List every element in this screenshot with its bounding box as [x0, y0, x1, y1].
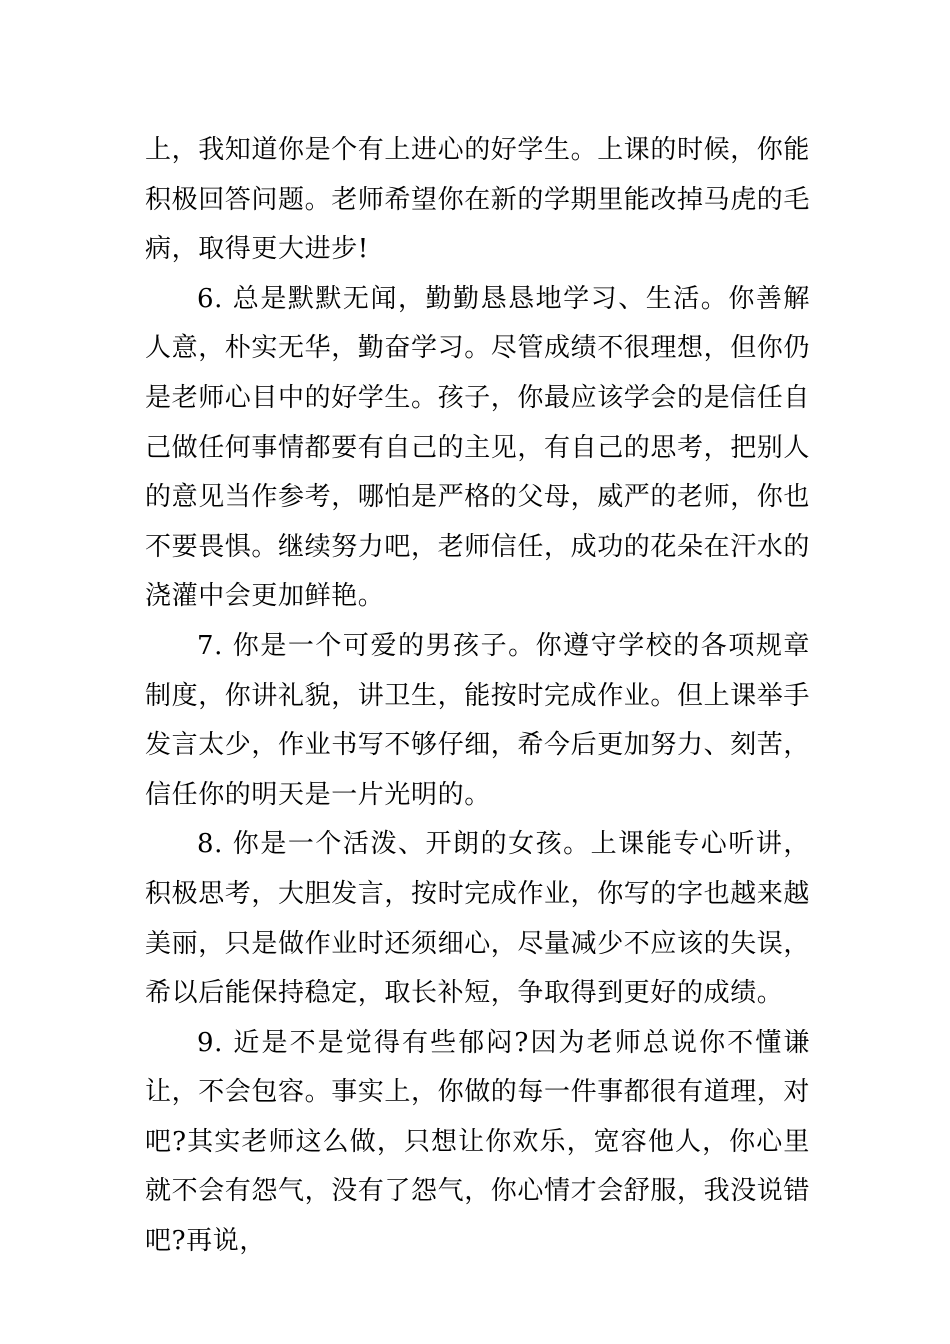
paragraph-item-6: 6. 总是默默无闻，勤勤恳恳地学习、生活。你善解人意，朴实无华，勤奋学习。尽管成绩不很理想，但你仍是老师心目中的好学生。孩子，你最应该学会的是信任自己做任何事情都要有自己的主见，有自己的思考，把别人的意见当作参考，哪怕是严格的父母，威严的老师，你也不要畏惧。继续努力吧，老师信任，成功的花朵在汗水的浇灌中会更加鲜艳。	[145, 283, 811, 612]
paragraph-item-7: 7. 你是一个可爱的男孩子。你遵守学校的各项规章制度，你讲礼貌，讲卫生，能按时完成作业。但上课举手发言太少，作业书写不够仔细，希今后更加努力、刻苦，信任你的明天是一片光明的。	[145, 630, 811, 810]
document-page	[145, 126, 810, 1267]
paragraph-continuation: 上，我知道你是个有上进心的好学生。上课的时候，你能积极回答问题。老师希望你在新的学期里能改掉马虎的毛病，取得更大进步!	[145, 135, 811, 265]
paragraph-item-9: 9. 近是不是觉得有些郁闷?因为老师总说你不懂谦让，不会包容。事实上，你做的每一件事都很有道理，对吧?其实老师这么做，只想让你欢乐，宽容他人，你心里就不会有怨气，没有了怨气，你心情才会舒服，我没说错吧?再说，	[145, 1027, 811, 1257]
paragraph-item-8: 8. 你是一个活泼、开朗的女孩。上课能专心听讲，积极思考，大胆发言，按时完成作业，你写的字也越来越美丽，只是做作业时还须细心，尽量减少不应该的失误，希以后能保持稳定，取长补短，争取得到更好的成绩。	[145, 829, 811, 1009]
